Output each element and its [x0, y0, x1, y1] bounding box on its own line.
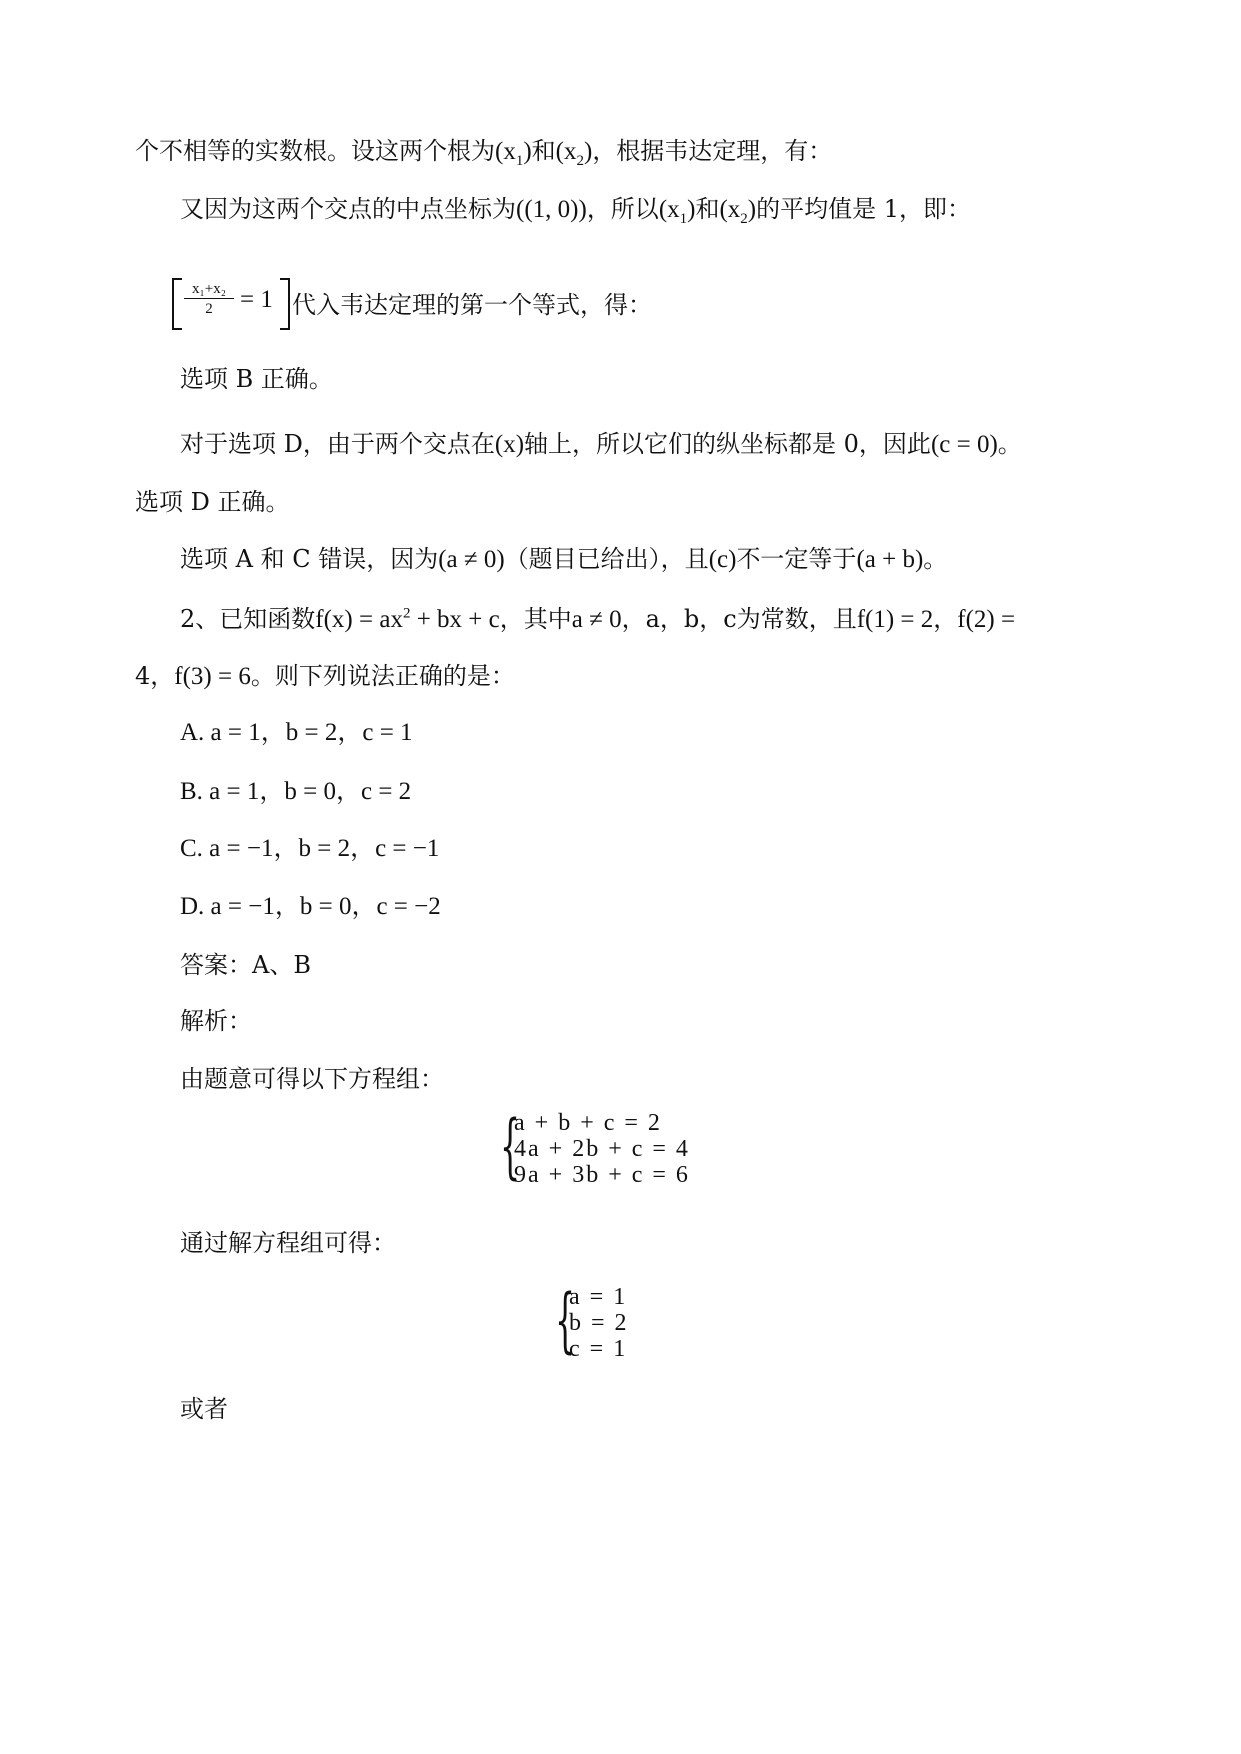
math-condition: a ≠ 0 [571, 606, 622, 633]
fraction-equation [172, 278, 292, 328]
question-2-line-1: 2、已知函数$f(x) = ax^2$ + bx + c，其中a ≠ 0，a，b，c为常数，且f(1) = 2，f(2) = [180, 605, 1016, 633]
option-c: C. a = −1，b = 2，c = −1 [180, 835, 440, 862]
text-line-2 [180, 193, 971, 226]
right-square-bracket [280, 278, 290, 330]
text-line-4: 选项 B 正确。 [180, 365, 333, 393]
option-d: D. a = −1，b = 0，c = −2 [180, 893, 441, 920]
left-brace: { [500, 1105, 521, 1187]
text-segment: ，所以 [586, 195, 659, 223]
math-x2: $(x_2)$ [719, 196, 757, 227]
fraction-numerator: x₁+x₂ [184, 280, 234, 299]
equation-row: 9a + 3b + c = 6 [514, 1162, 690, 1188]
solution-row: c = 1 [569, 1336, 628, 1362]
left-brace: { [555, 1279, 576, 1361]
text-line-3 [292, 289, 652, 321]
fraction-denominator: 2 [205, 301, 213, 317]
math-function: $f(x) = ax^2$ + bx + c [315, 605, 500, 633]
text-segment: 个不相等的实数根。设这两个根为 [135, 137, 495, 165]
math-x: (x) [494, 431, 525, 458]
equation-row: 4a + 2b + c = 4 [514, 1136, 690, 1162]
text-segment: ，根据韦达定理，有： [592, 137, 833, 165]
math-c: (c) [708, 546, 737, 573]
solution-row: a = 1 [569, 1284, 628, 1310]
math-a-nonzero: (a ≠ 0) [438, 546, 505, 573]
math-f2: f(2) = [957, 606, 1016, 633]
text-line-7: 选项 A 和 C 错误，因为(a ≠ 0)（题目已给出），且(c)不一定等于(a + b)。 [180, 545, 948, 573]
text-segment: 又因为这两个交点的中点坐标为 [180, 195, 516, 223]
math-x2: $(x_2)$ [555, 138, 593, 169]
text-segment: 和 [695, 195, 720, 223]
math-x1: $(x_1)$ [495, 138, 532, 169]
math-c-zero: (c = 0) [930, 431, 998, 458]
option-b: B. a = 1，b = 0，c = 2 [180, 778, 412, 805]
math-x1: $(x_1)$ [658, 196, 696, 227]
text-segment: 代入韦达定理的第一个等式，得： [292, 291, 652, 319]
question-2-line-2: 4，f(3) = 6。则下列说法正确的是： [135, 662, 515, 690]
text-line-1 [135, 135, 832, 168]
solution-row: b = 2 [569, 1310, 629, 1336]
math-f3: f(3) = 6 [174, 663, 251, 690]
or-text: 或者 [180, 1395, 228, 1423]
system-intro: 由题意可得以下方程组： [180, 1065, 444, 1093]
math-a-plus-b: (a + b) [856, 546, 924, 573]
answer: 答案：A、B [180, 951, 311, 979]
left-square-bracket [172, 278, 182, 330]
fraction [184, 280, 234, 319]
text-segment: 和 [531, 137, 556, 165]
text-line-6: 选项 D 正确。 [135, 488, 290, 516]
option-a: A. a = 1，b = 2，c = 1 [180, 719, 413, 746]
equation-row: a + b + c = 2 [514, 1110, 662, 1136]
text-line-5: 对于选项 D，由于两个交点在(x)轴上，所以它们的纵坐标都是 0，因此(c = 0)。 [180, 430, 1022, 458]
math-f1: f(1) = 2 [856, 606, 934, 633]
analysis-heading: 解析： [180, 1007, 252, 1035]
text-segment: 的平均值是 1，即： [756, 195, 972, 223]
math-midpoint: ((1, 0)) [516, 196, 587, 223]
fraction-equals: = 1 [240, 286, 273, 313]
solve-intro: 通过解方程组可得： [180, 1229, 396, 1257]
